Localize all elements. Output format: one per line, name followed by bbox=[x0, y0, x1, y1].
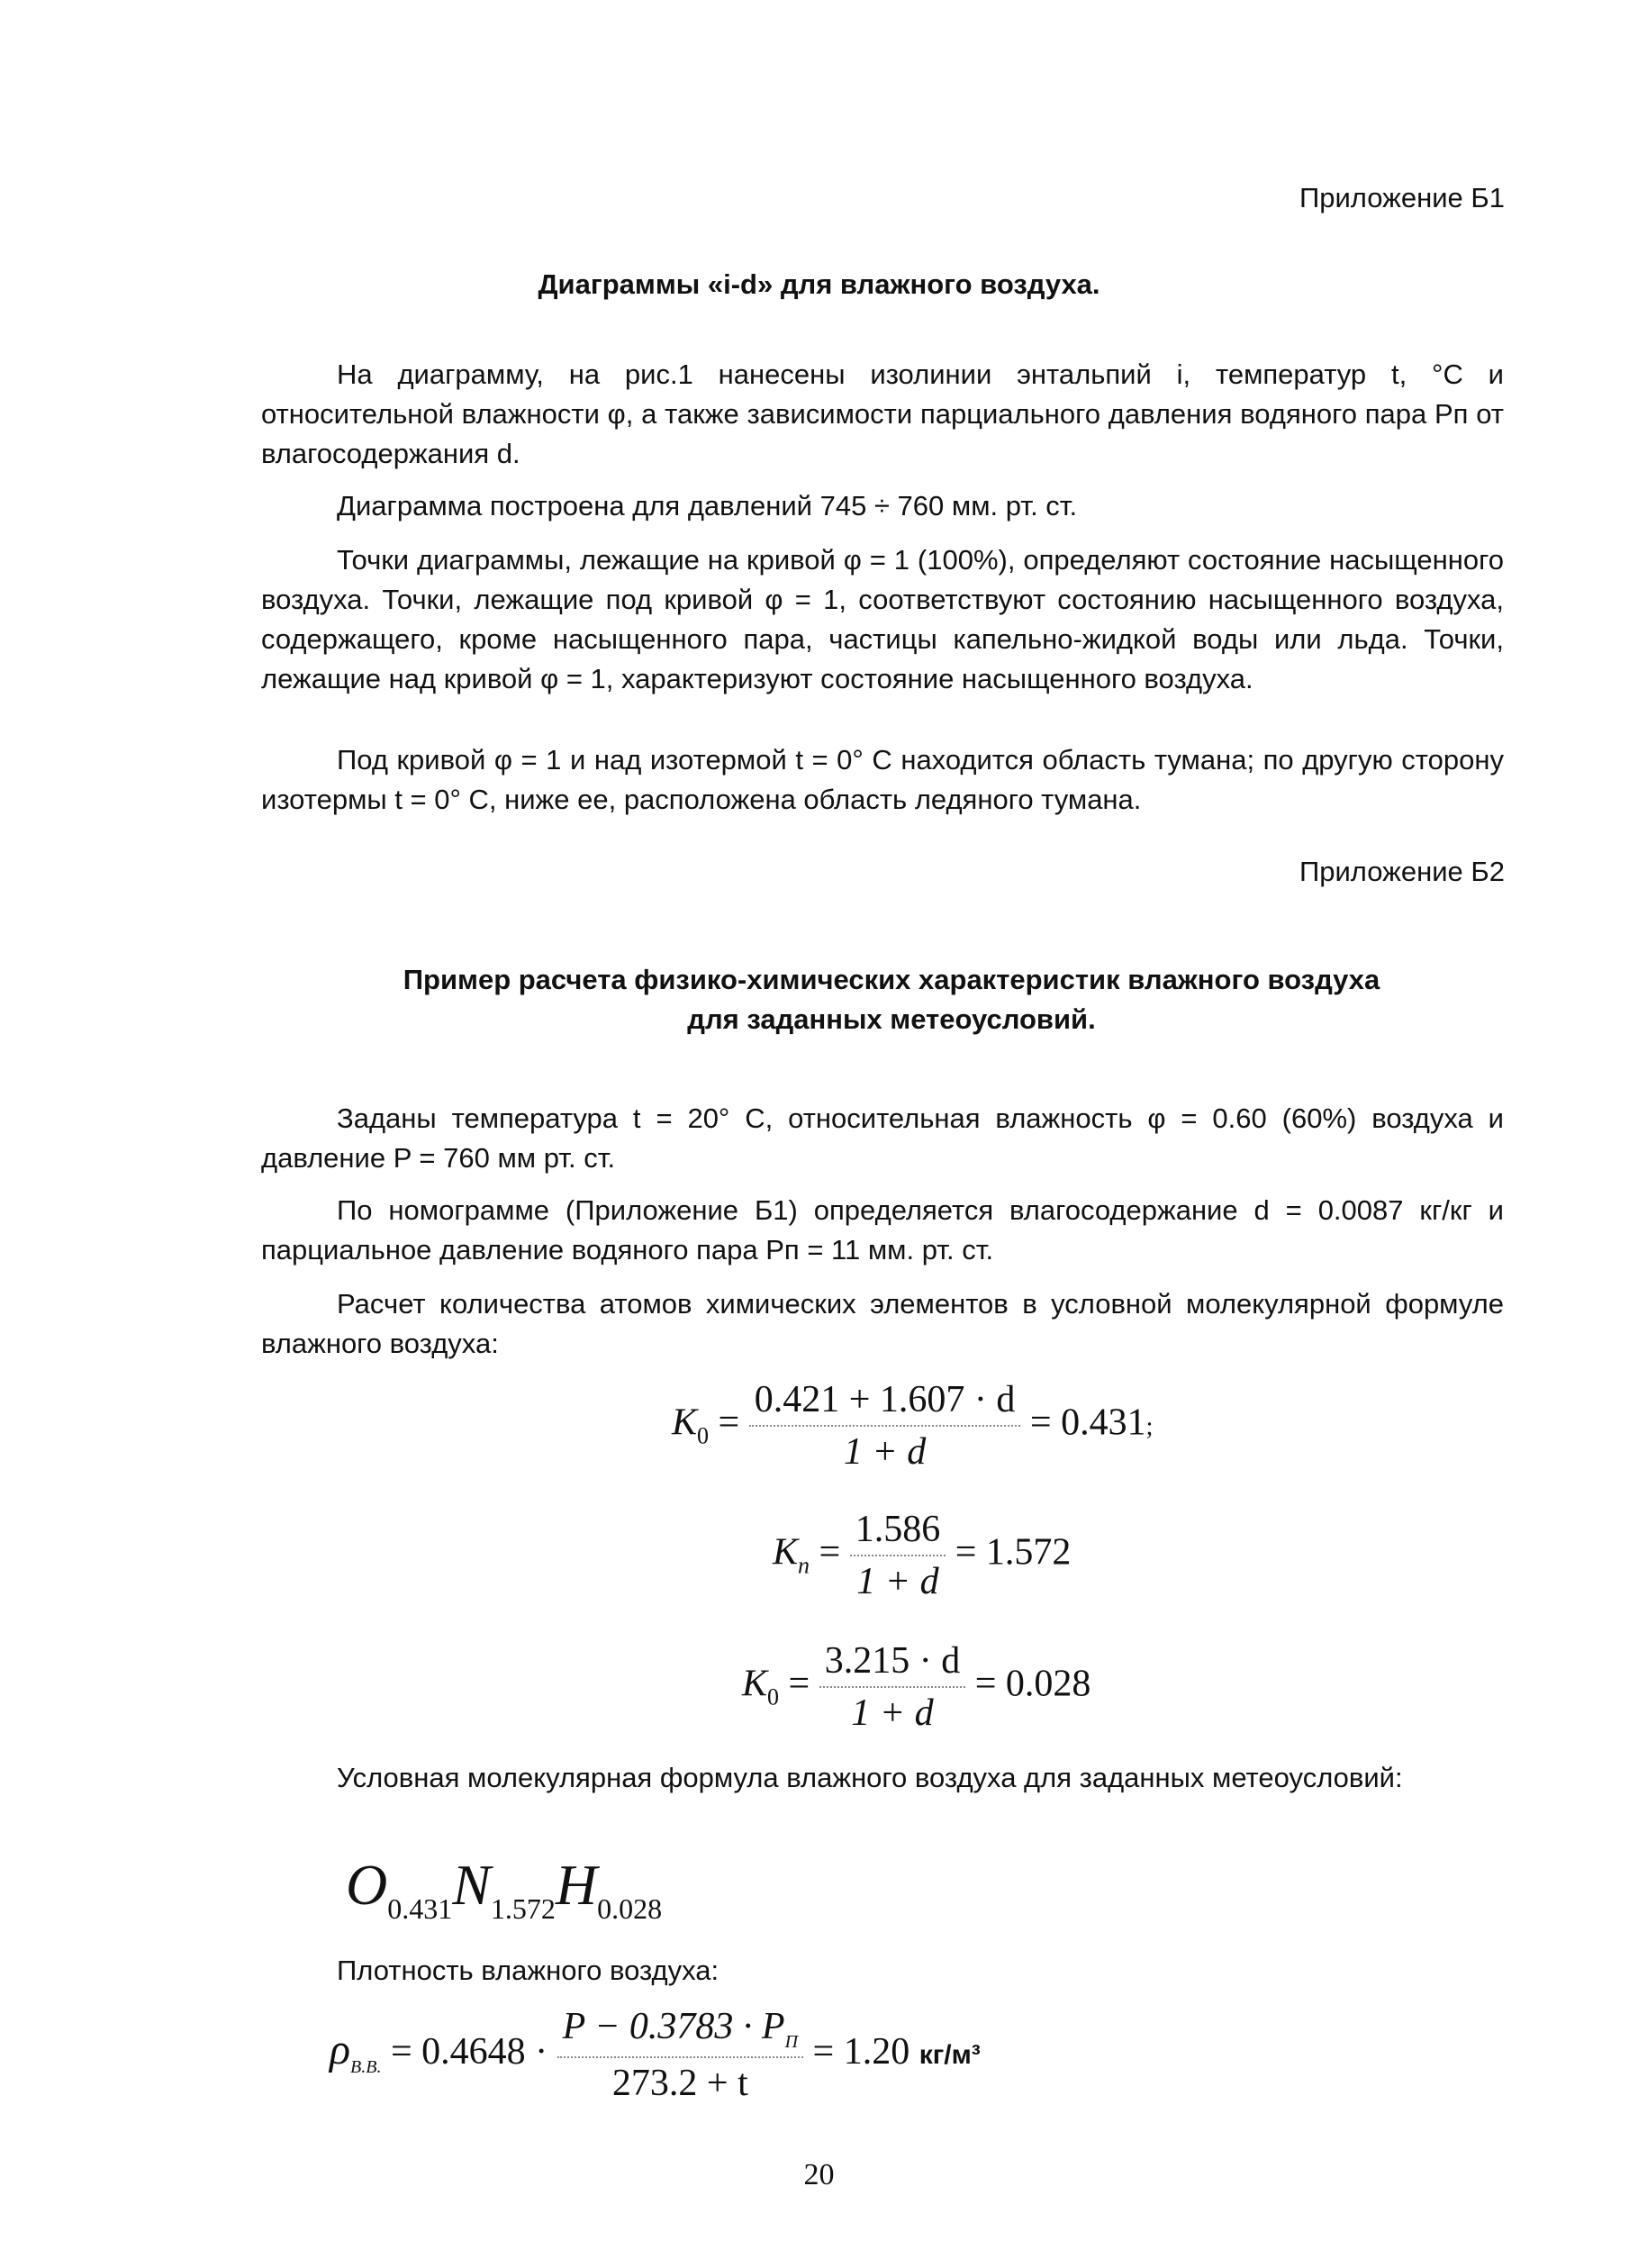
density-equation: $\rho_{В.В.} = 0.4648$ · $\frac{P - 0.3783 \cdot P_П}{273.2 + t}$ = 1.20 кг/м³ bbox=[330, 2006, 981, 2104]
page-number: 20 bbox=[803, 2158, 835, 2191]
appendix-b2-label: Приложение Б2 bbox=[1299, 856, 1505, 887]
molecular-formula: $O_{0.431}N_{1.572}H_{0.028}$ bbox=[346, 1853, 663, 1925]
appendix-b2-title-line-2: для заданных метеоусловий. bbox=[687, 1003, 1096, 1035]
b1-paragraph-4: Под кривой φ = 1 и над изотермой t = 0° С находится область тумана; по другую сторону изотермы t = 0° С, ниже ее, расположена область ледяного тумана. bbox=[261, 744, 1504, 815]
formula-intro: Условная молекулярная формула влажного воздуха для заданных метеоусловий: bbox=[337, 1762, 1403, 1793]
appendix-b1-label: Приложение Б1 bbox=[1299, 182, 1505, 213]
density-intro: Плотность влажного воздуха: bbox=[337, 1955, 719, 1986]
appendix-b1-title: Диаграммы «i-d» для влажного воздуха. bbox=[538, 268, 1100, 300]
b1-paragraph-1: На диаграмму, на рис.1 нанесены изолинии энтальпий i, температур t, °С и относительной влажности φ, а также зависимости парциального давления водяного пара Pп от влагосодержания d. bbox=[261, 358, 1504, 469]
b2-paragraph-1: Заданы температура t = 20° С, относительная влажность φ = 0.60 (60%) воздуха и давление P = 760 мм рт. ст. bbox=[261, 1102, 1504, 1174]
b2-paragraph-3: Расчет количества атомов химических элементов в условной молекулярной формуле влажного воздуха: bbox=[261, 1288, 1504, 1359]
equation-k-oxygen: $K_0$ = $\frac{0.421 + 1.607 \cdot d}{1 + d}$ = 0.431; bbox=[672, 1379, 1154, 1473]
b1-paragraph-3: Точки диаграммы, лежащие на кривой φ = 1 (100%), определяют состояние насыщенного воздуха. Точки, лежащие под кривой φ = 1, соответствуют состоянию насыщенного воздуха, содержащего, кроме насыщенного пара, частицы капельно-жидкой воды или льда. Точки, лежащие над кривой φ = 1, характеризуют состояние насыщенного воздуха. bbox=[261, 544, 1504, 694]
fraction: $\frac{0.421 + 1.607 \cdot d}{1 + d}$ bbox=[749, 1378, 1021, 1474]
fraction: $\frac{3.215 \cdot d}{1 + d}$ bbox=[819, 1639, 966, 1735]
fraction: $\frac{1.586}{1 + d}$ bbox=[850, 1508, 946, 1603]
b2-paragraph-2: По номограмме (Приложение Б1) определяется влагосодержание d = 0.0087 кг/кг и парциальное давление водяного пара Pп = 11 мм. рт. ст. bbox=[261, 1194, 1504, 1266]
density-unit: кг/м³ bbox=[919, 2040, 981, 2071]
appendix-b2-title-line-1: Пример расчета физико-химических характеристик влажного воздуха bbox=[403, 964, 1380, 995]
equation-k-hydrogen: $K_0$ = $\frac{3.215 \cdot d}{1 + d}$ = 0.028 bbox=[742, 1640, 1091, 1734]
fraction: $\frac{P - 0.3783 \cdot P_П}{273.2 + t}$ bbox=[557, 2005, 803, 2105]
appendix-b2-title bbox=[270, 960, 1513, 1039]
b1-paragraph-2: Диаграмма построена для давлений 745 ÷ 760 мм. рт. ст. bbox=[337, 490, 1078, 522]
equation-k-nitrogen: $K_n$ = $\frac{1.586}{1 + d}$ = 1.572 bbox=[773, 1509, 1072, 1602]
